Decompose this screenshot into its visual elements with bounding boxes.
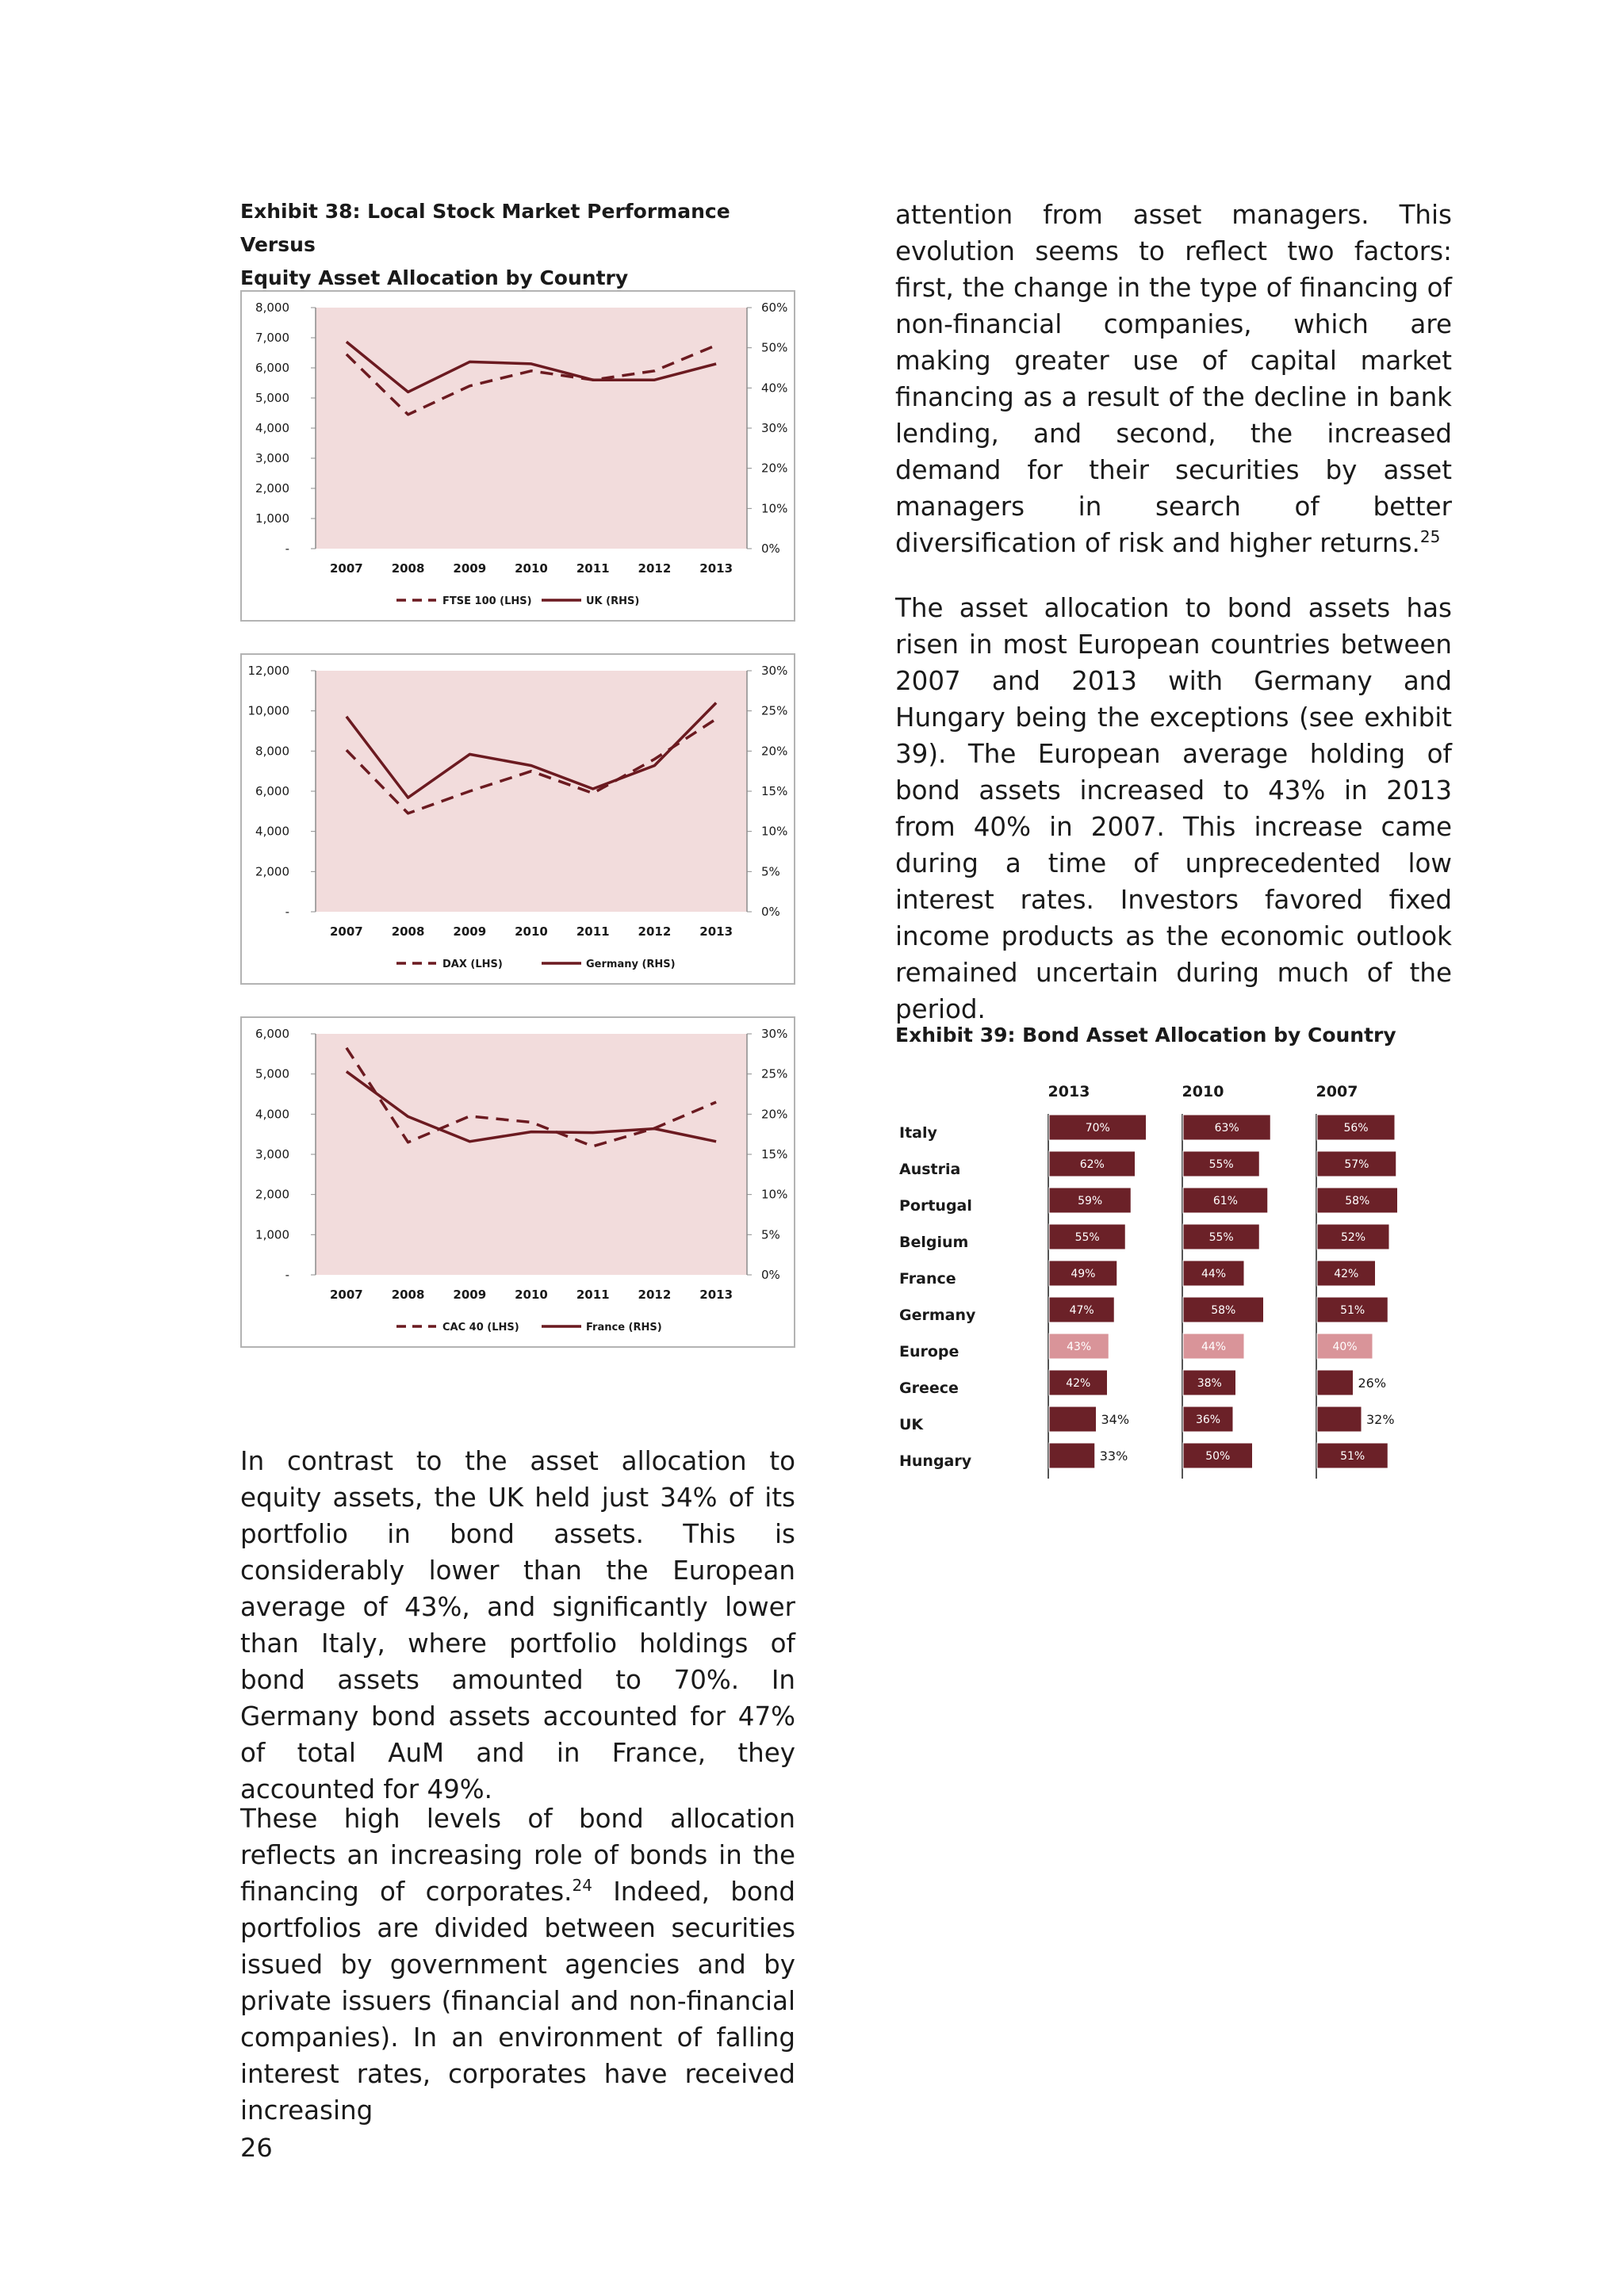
bar-value-label: 44%	[1201, 1341, 1227, 1353]
bar	[1317, 1406, 1362, 1432]
chart-dax-germany	[240, 653, 795, 985]
bar-value-label: 50%	[1205, 1450, 1231, 1463]
x-tick-label: 2011	[576, 1288, 610, 1302]
x-tick-label: 2012	[638, 924, 672, 939]
right-tick-label: 30%	[761, 664, 788, 678]
x-tick-label: 2008	[391, 561, 425, 576]
legend-label: DAX (LHS)	[442, 959, 503, 970]
x-tick-label: 2010	[515, 1288, 548, 1302]
right-tick-label: 0%	[761, 541, 780, 556]
bar-value-label: 55%	[1208, 1231, 1234, 1244]
x-tick-label: 2013	[699, 1288, 733, 1302]
bar-value-label: 43%	[1067, 1341, 1092, 1353]
bar	[1049, 1443, 1095, 1468]
exhibit-38-title-line2: Equity Asset Allocation by Country	[240, 266, 629, 289]
right-tick-label: 20%	[761, 744, 788, 759]
left-tick-label: 4,000	[255, 1107, 289, 1122]
left-paragraph-2	[240, 1800, 795, 2129]
x-tick-label: 2011	[576, 561, 610, 576]
x-tick-label: 2012	[638, 1288, 672, 1302]
left-tick-label: -	[285, 905, 289, 919]
left-tick-label: 3,000	[255, 1147, 289, 1161]
country-label: Hungary	[899, 1452, 972, 1470]
right-tick-label: 10%	[761, 824, 788, 839]
bar-group-header: 2013	[1048, 1083, 1090, 1100]
bar-value-label: 55%	[1208, 1158, 1234, 1171]
left-tick-label: 10,000	[247, 703, 289, 718]
legend-label: CAC 40 (LHS)	[442, 1322, 519, 1334]
bar-value-label: 57%	[1344, 1158, 1369, 1171]
country-label: Portugal	[899, 1197, 972, 1215]
left-tick-label: -	[285, 541, 289, 556]
left-tick-label: 4,000	[255, 824, 289, 839]
left-tick-label: 4,000	[255, 421, 289, 435]
right-tick-label: 30%	[761, 421, 788, 435]
bar-value-label: 47%	[1069, 1304, 1094, 1317]
right-tick-label: 10%	[761, 1187, 788, 1202]
exhibit-39-title: Exhibit 39: Bond Asset Allocation by Country	[895, 1024, 1396, 1047]
x-tick-label: 2009	[453, 561, 487, 576]
x-tick-label: 2007	[329, 561, 363, 576]
bar-value-label: 49%	[1071, 1268, 1096, 1280]
country-label: France	[899, 1270, 956, 1288]
x-tick-label: 2008	[391, 1288, 425, 1302]
right-tick-label: 25%	[761, 1066, 788, 1081]
left-paragraph-2-text-a: These high levels of bond allocation reflects an increasing role of bonds in the financing of corporates.	[240, 1804, 795, 1907]
x-tick-label: 2008	[391, 924, 425, 939]
country-label: Belgium	[899, 1234, 969, 1251]
bar-value-label: 51%	[1340, 1450, 1365, 1463]
left-tick-label: 1,000	[255, 1227, 289, 1242]
left-tick-label: 6,000	[255, 784, 289, 798]
right-tick-label: 20%	[761, 1107, 788, 1122]
bar-value-label: 40%	[1332, 1341, 1358, 1353]
bar-value-label: 58%	[1345, 1195, 1370, 1207]
legend-label: UK (RHS)	[586, 595, 640, 607]
chart-ftse-uk	[240, 290, 795, 622]
left-tick-label: 5,000	[255, 391, 289, 405]
bar-value-label: 44%	[1201, 1268, 1227, 1280]
left-paragraph-1: In contrast to the asset allocation to equity assets, the UK held just 34% of its portfolio in bond assets. This is considerably lower than the European average of 43%, and significantly lower than Italy, where portfolio holdings of bond assets amounted to 70%. In Germany bond assets accounted for 47% of total AuM and in France, they accounted for 49%.	[240, 1446, 795, 1804]
left-paragraph-2-text-b: Indeed, bond portfolios are divided between securities issued by government agencies and by private issuers (financial and non-financial companies). In an environment of falling interest rates, corporates have received increasing	[240, 1877, 796, 2126]
bar-value-label: 59%	[1078, 1195, 1103, 1207]
bar	[1317, 1370, 1354, 1395]
left-tick-label: 8,000	[255, 300, 289, 315]
right-tick-label: 25%	[761, 703, 788, 718]
legend-label: France (RHS)	[586, 1322, 662, 1334]
x-tick-label: 2010	[515, 561, 548, 576]
x-tick-label: 2007	[329, 924, 363, 939]
bar-value-label: 42%	[1334, 1268, 1359, 1280]
bar-value-label: 32%	[1366, 1412, 1395, 1427]
left-tick-label: 6,000	[255, 361, 289, 375]
x-tick-label: 2011	[576, 924, 610, 939]
bar-value-label: 70%	[1085, 1122, 1110, 1135]
right-tick-label: 50%	[761, 340, 788, 355]
left-tick-label: 12,000	[247, 664, 289, 678]
right-tick-label: 15%	[761, 784, 788, 798]
plot-area	[316, 1034, 747, 1275]
x-tick-label: 2007	[329, 1288, 363, 1302]
left-tick-label: 2,000	[255, 864, 289, 879]
country-label: Europe	[899, 1343, 959, 1360]
x-tick-label: 2012	[638, 561, 672, 576]
x-tick-label: 2013	[699, 924, 733, 939]
right-tick-label: 40%	[761, 381, 788, 396]
bar-value-label: 34%	[1101, 1412, 1130, 1427]
left-tick-label: 2,000	[255, 1187, 289, 1202]
plot-area	[316, 671, 747, 912]
right-paragraph-1-text: attention from asset managers. This evolution seems to reflect two factors: first, the change in the type of financing of non-financial companies, which are making greater use of capital market financing as a result of the decline in bank lending, and second, the increased demand for their securities by asset managers in search of better diversification of risk and higher returns.	[895, 200, 1452, 558]
right-paragraph-1	[895, 197, 1452, 561]
right-tick-label: 0%	[761, 905, 780, 919]
chart-cac-france-svg	[242, 1018, 797, 1349]
x-tick-label: 2010	[515, 924, 548, 939]
right-paragraph-2: The asset allocation to bond assets has risen in most European countries between 2007 and 2013 with Germany and Hungary being the exceptions (see exhibit 39). The European average holding of bond assets increased to 43% in 2013 from 40% in 2007. This increase came during a time of unprecedented low interest rates. Investors favored fixed income products as the economic outlook remained uncertain during much of the period.	[895, 593, 1452, 1024]
country-label: Germany	[899, 1307, 976, 1324]
legend-label: Germany (RHS)	[586, 959, 676, 970]
right-tick-label: 0%	[761, 1268, 780, 1282]
bar	[1049, 1406, 1097, 1432]
bar-group-header: 2010	[1182, 1083, 1224, 1100]
bar-value-label: 56%	[1343, 1122, 1369, 1135]
left-tick-label: 3,000	[255, 451, 289, 465]
bond-allocation-bar-chart	[895, 1074, 1450, 1479]
bar-value-label: 38%	[1197, 1377, 1222, 1390]
right-tick-label: 60%	[761, 300, 788, 315]
right-tick-label: 20%	[761, 461, 788, 476]
country-label: UK	[899, 1416, 924, 1433]
footnote-ref-25[interactable]: 25	[1419, 527, 1441, 547]
bar-value-label: 52%	[1340, 1231, 1366, 1244]
bar-value-label: 58%	[1211, 1304, 1236, 1317]
country-label: Italy	[899, 1124, 937, 1142]
x-tick-label: 2009	[453, 1288, 487, 1302]
bar-value-label: 62%	[1079, 1158, 1105, 1171]
left-tick-label: 7,000	[255, 331, 289, 345]
right-tick-label: 15%	[761, 1147, 788, 1161]
chart-ftse-uk-svg	[242, 292, 797, 623]
right-tick-label: 5%	[761, 1227, 780, 1242]
bar-value-label: 26%	[1358, 1376, 1387, 1391]
chart-dax-germany-svg	[242, 655, 797, 986]
bar-value-label: 33%	[1099, 1448, 1128, 1464]
chart-cac-france	[240, 1016, 795, 1348]
exhibit-38-title	[240, 195, 811, 295]
page-number: 26	[240, 2133, 273, 2163]
exhibit-38-title-line1: Exhibit 38: Local Stock Market Performance Versus	[240, 200, 730, 256]
plot-area	[316, 308, 747, 549]
right-tick-label: 5%	[761, 864, 780, 879]
bar-value-label: 61%	[1212, 1195, 1238, 1207]
bar-value-label: 63%	[1214, 1122, 1239, 1135]
left-tick-label: 6,000	[255, 1027, 289, 1041]
legend-label: FTSE 100 (LHS)	[442, 595, 532, 607]
left-tick-label: 2,000	[255, 481, 289, 496]
bar-value-label: 42%	[1066, 1377, 1091, 1390]
country-label: Austria	[899, 1161, 961, 1178]
left-tick-label: 1,000	[255, 511, 289, 526]
bar-value-label: 51%	[1340, 1304, 1365, 1317]
right-tick-label: 30%	[761, 1027, 788, 1041]
x-tick-label: 2013	[699, 561, 733, 576]
bar-group-header: 2007	[1316, 1083, 1358, 1100]
bar-value-label: 36%	[1195, 1414, 1221, 1426]
left-tick-label: 8,000	[255, 744, 289, 759]
x-tick-label: 2009	[453, 924, 487, 939]
bar-value-label: 55%	[1074, 1231, 1100, 1244]
right-tick-label: 10%	[761, 501, 788, 516]
country-label: Greece	[899, 1380, 959, 1397]
left-tick-label: -	[285, 1268, 289, 1282]
footnote-ref-24[interactable]: 24	[572, 1876, 592, 1896]
left-tick-label: 5,000	[255, 1066, 289, 1081]
